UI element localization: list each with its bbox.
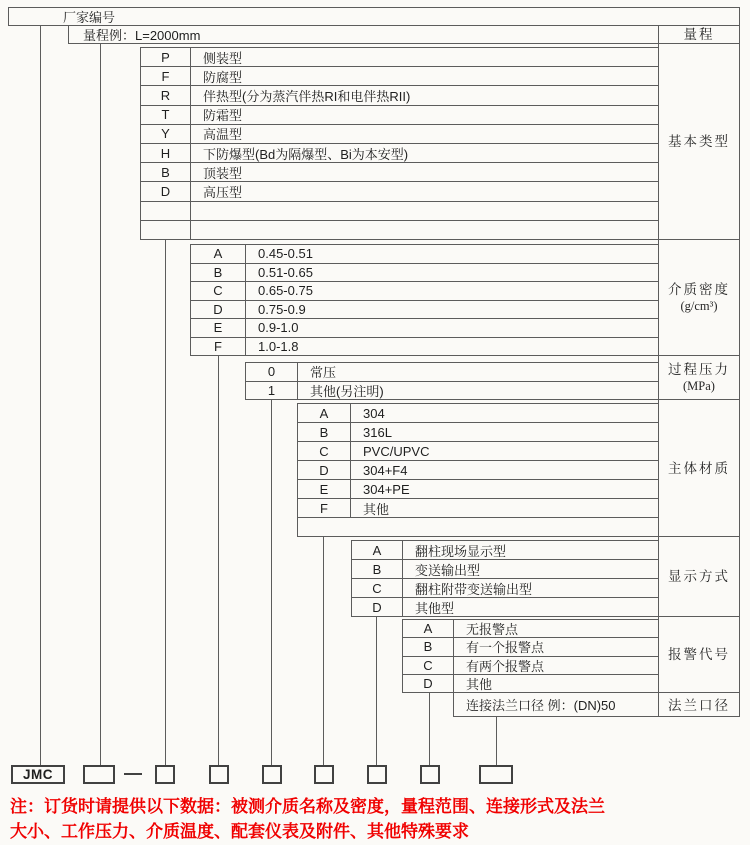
code-cell: A [352,541,403,559]
code-cell: B [191,264,246,282]
section-alarm-row [403,675,658,692]
description-cell: PVC/UPVC [363,443,430,459]
model-code-box-4 [262,765,282,784]
section-alarm-row [403,620,658,638]
section-basic-row [141,202,658,221]
flange-diameter-label: 连接法兰口径 例：(DN)50 [466,698,616,713]
connector-line [165,239,166,765]
section-label-text: 报警代号 [668,647,730,662]
code-cell: D [191,301,246,319]
code-cell: P [141,48,191,66]
description-cell: 0.51-0.65 [258,264,313,280]
code-cell: A [403,620,454,637]
ordering-note-line2: 大小、工作压力、介质温度、配套仪表及附件、其他特殊要求 [10,822,469,841]
section-basic-row [141,86,658,105]
model-code-box-1 [83,765,115,784]
description-cell: 0.65-0.75 [258,283,313,299]
section-basic-row [141,221,658,239]
code-cell: C [298,442,351,460]
section-material-row [298,404,658,423]
manufacturer-number-label: 厂家编号 [63,10,116,25]
section-density [190,244,658,356]
section-material-row [298,499,658,518]
section-alarm [402,619,658,693]
connector-line [496,716,497,765]
description-cell: 变送输出型 [415,562,481,578]
code-cell: R [141,86,191,104]
description-cell: 其他 [466,676,493,692]
flange-diameter-row [453,693,658,717]
section-label-text: 介质密度 [668,282,730,297]
section-density-row [191,282,658,301]
section-label-subtext: (MPa) [683,379,715,393]
connector-line [429,692,430,765]
model-code-box-7 [420,765,440,784]
section-basic-row [141,144,658,163]
range-example-row [68,26,658,44]
section-basic [140,47,658,240]
description-cell: 常压 [310,365,337,381]
section-label-text: 基本类型 [668,134,730,149]
section-basic-row [141,163,658,182]
description-cell: 伴热型(分为蒸汽伴热RI和电伴热RII) [203,89,411,105]
section-label-range [659,26,739,44]
code-cell: D [352,598,403,616]
code-cell: B [298,423,351,441]
description-cell [191,202,658,220]
connector-line [218,355,219,765]
model-code-box-3 [209,765,229,784]
section-label-material [659,400,739,537]
description-cell [191,221,658,239]
description-cell: 其他 [363,501,390,517]
model-separator-dash [124,773,142,775]
code-cell: B [141,163,191,181]
code-cell: A [298,404,351,422]
description-cell: 下防爆型(Bd为隔爆型、Bi为本安型) [203,146,409,162]
manufacturer-number-row [8,7,740,26]
code-cell [298,518,351,536]
section-density-row [191,264,658,283]
code-cell: F [191,338,246,356]
description-cell: 有一个报警点 [466,640,545,656]
code-cell [141,202,191,220]
section-density-row [191,319,658,338]
model-prefix-label: JMC [22,767,53,782]
section-density-row [191,245,658,264]
connector-line [376,616,377,765]
description-cell: 304+F4 [363,462,408,478]
section-display-row [352,579,658,598]
section-label-text: 过程压力 [668,362,730,377]
section-material-row [298,423,658,442]
description-cell: 304 [363,405,385,421]
section-display-row [352,541,658,560]
section-basic-row [141,182,658,201]
model-code-box-2 [155,765,175,784]
section-label-pressure [659,356,739,400]
model-code-box-8 [479,765,513,784]
section-material-row [298,480,658,499]
section-display-row [352,560,658,579]
connector-line [100,44,101,765]
description-cell: 其他(另注明) [310,383,384,399]
code-cell: D [141,182,191,200]
category-label-column [658,26,740,717]
section-label-alarm [659,617,739,693]
code-cell: C [352,579,403,597]
section-basic-row [141,106,658,125]
description-cell: 防腐型 [203,69,243,85]
code-cell: D [403,675,454,692]
description-cell: 无报警点 [466,622,519,638]
description-cell: 304+PE [363,481,410,497]
code-cell: F [298,499,351,517]
section-label-text: 量程 [683,27,715,42]
code-cell: A [191,245,246,263]
code-cell: B [352,560,403,578]
description-cell: 翻柱现场显示型 [415,543,507,559]
model-prefix-box [11,765,65,784]
section-material-row [298,442,658,461]
section-material-row [298,461,658,480]
description-cell: 高温型 [203,127,243,143]
section-alarm-row [403,657,658,675]
description-cell: 其他型 [415,600,455,616]
section-label-density [659,240,739,356]
description-cell: 防霜型 [203,108,243,124]
section-basic-row [141,67,658,86]
code-cell: B [403,638,454,655]
section-label-text: 主体材质 [668,460,730,476]
connector-line [323,536,324,765]
code-cell: C [403,657,454,674]
code-cell: F [141,67,191,85]
code-cell: 0 [246,363,298,381]
code-cell: 1 [246,382,298,400]
section-label-text: 法兰口径 [668,697,730,713]
description-cell: 有两个报警点 [466,658,545,674]
section-pressure-row [246,363,658,382]
section-basic-row [141,48,658,67]
range-example-label: 量程例：L=2000mm [83,28,201,43]
ordering-note [10,794,746,844]
code-cell: T [141,106,191,124]
code-cell [141,221,191,239]
section-label-flange [659,693,739,717]
section-display-row [352,598,658,616]
section-basic-row [141,125,658,144]
connector-line [40,26,41,765]
model-code-box-6 [367,765,387,784]
section-display [351,540,658,617]
connector-line [271,399,272,765]
description-cell: 侧装型 [203,50,243,66]
section-alarm-row [403,638,658,656]
description-cell: 0.45-0.51 [258,246,313,262]
section-material [297,403,658,537]
code-cell: E [298,480,351,498]
code-cell: H [141,144,191,162]
section-density-row [191,338,658,356]
section-label-display [659,537,739,617]
section-label-basic [659,44,739,240]
code-cell: E [191,319,246,337]
description-cell [351,518,658,536]
description-cell: 顶装型 [203,165,243,181]
description-cell: 0.75-0.9 [258,301,306,317]
section-pressure-row [246,382,658,400]
description-cell: 高压型 [203,185,243,201]
model-code-box-5 [314,765,334,784]
code-cell: C [191,282,246,300]
description-cell: 0.9-1.0 [258,320,299,336]
code-cell: D [298,461,351,479]
description-cell: 翻柱附带变送输出型 [415,581,533,597]
code-cell: Y [141,125,191,143]
section-density-row [191,301,658,320]
description-cell: 1.0-1.8 [258,338,299,354]
section-material-row [298,518,658,536]
section-label-subtext: (g/cm³) [680,299,718,313]
description-cell: 316L [363,424,392,440]
ordering-note-line1: 注：订货时请提供以下数据：被测介质名称及密度，量程范围、连接形式及法兰 [10,797,605,816]
section-label-text: 显示方式 [668,569,730,584]
section-pressure [245,362,658,400]
